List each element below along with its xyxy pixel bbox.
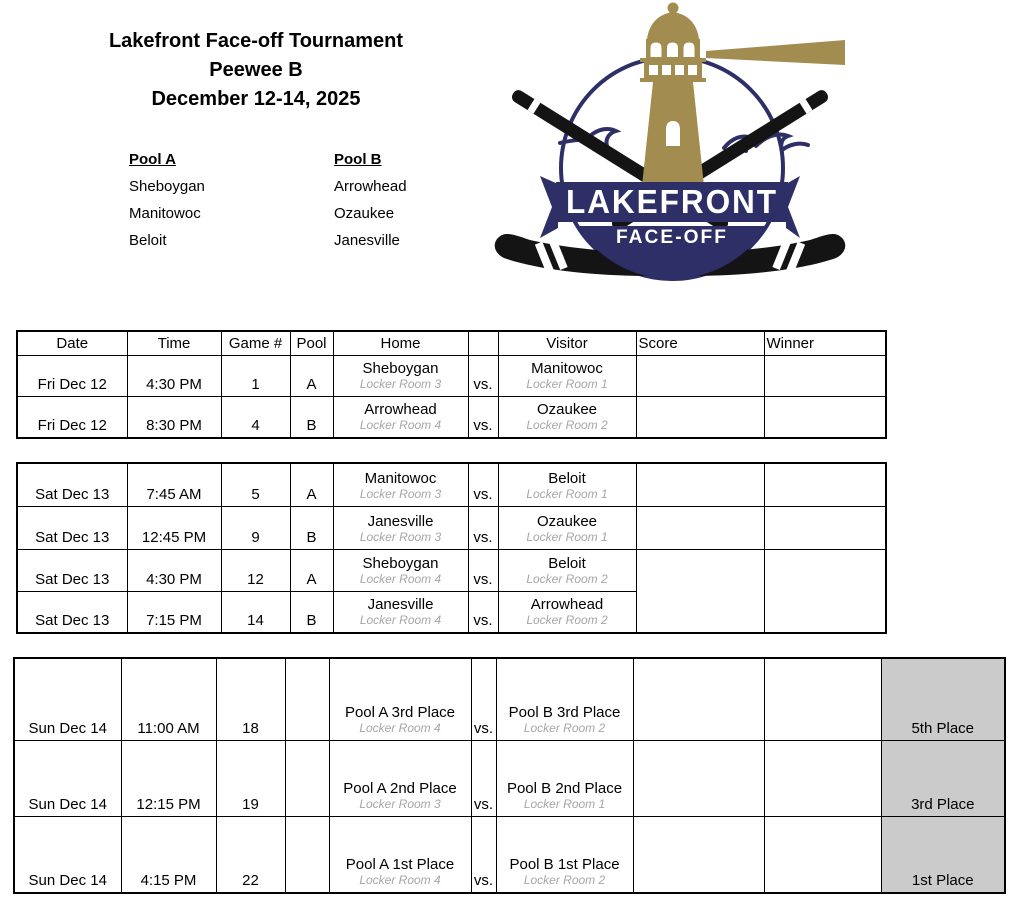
visitor-team: Ozaukee — [536, 401, 598, 418]
tournament-title: Lakefront Face-off Tournament — [108, 30, 404, 52]
vs-cell: vs. — [468, 506, 498, 549]
visitor-cell — [498, 549, 636, 591]
pool-header: Pool — [290, 331, 333, 355]
home-locker-room: Locker Room 3 — [359, 486, 442, 501]
winner-cell — [764, 396, 886, 438]
date-cell: Fri Dec 12 — [17, 355, 127, 396]
vs-header — [468, 331, 498, 355]
home-cell — [333, 506, 468, 549]
date-header: Date — [17, 331, 127, 355]
pool-a-header: Pool A — [129, 151, 176, 168]
vs-cell: vs. — [468, 355, 498, 396]
game-row — [17, 506, 886, 549]
time-cell: 8:30 PM — [127, 396, 221, 438]
home-team: Pool A 3rd Place — [344, 703, 456, 721]
visitor-locker-room: Locker Room 2 — [526, 571, 608, 586]
home-team: Pool A 1st Place — [345, 856, 455, 873]
visitor-locker-room: Locker Room 1 — [526, 529, 608, 544]
game-number-cell: 12 — [221, 549, 290, 591]
score-cell — [636, 396, 764, 438]
placement-cell: 5th Place — [881, 658, 1005, 740]
score-header: Score — [636, 331, 764, 355]
score-cell — [636, 463, 764, 506]
schedule-table-sunday — [13, 657, 1006, 894]
date-cell: Sat Dec 13 — [17, 549, 127, 591]
visitor-team: Beloit — [548, 469, 586, 487]
vs-cell: vs. — [471, 740, 496, 816]
game-number-cell: 9 — [221, 506, 290, 549]
division-title: Peewee B — [209, 59, 303, 81]
winner-cell — [764, 816, 881, 893]
lighthouse-icon — [640, 3, 706, 187]
visitor-locker-room: Locker Room 2 — [526, 418, 608, 432]
winner-cell — [764, 463, 886, 506]
pool-b-header: Pool B — [334, 151, 382, 168]
schedule-table-friday — [16, 330, 887, 439]
visitor-cell — [498, 396, 636, 438]
time-cell: 12:15 PM — [121, 740, 216, 816]
date-cell: Sat Dec 13 — [17, 463, 127, 506]
home-locker-room: Locker Room 4 — [359, 873, 441, 887]
home-locker-room: Locker Room 4 — [359, 613, 442, 627]
winner-cell — [764, 355, 886, 396]
home-team: Sheboygan — [362, 554, 439, 572]
vs-cell: vs. — [468, 463, 498, 506]
home-cell — [329, 816, 471, 893]
pool-b-list — [334, 146, 407, 254]
home-cell — [329, 658, 471, 740]
pool-cell: A — [290, 463, 333, 506]
lighthouse-beam-icon — [706, 40, 845, 65]
pool-cell: A — [290, 355, 333, 396]
visitor-team: Pool B 2nd Place — [506, 779, 623, 797]
game-number-cell: 19 — [216, 740, 285, 816]
score-cell — [636, 549, 764, 633]
time-cell: 11:00 AM — [121, 658, 216, 740]
home-locker-room: Locker Room 4 — [359, 418, 442, 432]
date-cell: Sat Dec 13 — [17, 506, 127, 549]
vs-cell: vs. — [471, 658, 496, 740]
pool-cell: B — [290, 591, 333, 633]
lakefront-faceoff-logo — [490, 0, 850, 290]
game-row — [14, 740, 1005, 816]
date-cell: Sun Dec 14 — [14, 740, 121, 816]
game-row — [17, 463, 886, 506]
game-number-cell: 14 — [221, 591, 290, 633]
logo-banner-text: LAKEFRONT — [566, 183, 778, 220]
winner-cell — [764, 740, 881, 816]
logo-banner-subtext: FACE-OFF — [616, 227, 728, 248]
home-locker-room: Locker Room 4 — [359, 571, 442, 586]
game-row — [14, 658, 1005, 740]
time-cell: 12:45 PM — [127, 506, 221, 549]
pool-cell — [285, 658, 329, 740]
date-cell: Sun Dec 14 — [14, 816, 121, 893]
visitor-team: Manitowoc — [531, 359, 603, 377]
visitor-cell — [498, 591, 636, 633]
home-team: Janesville — [367, 512, 434, 530]
pool-cell: B — [290, 506, 333, 549]
pool-cell — [285, 740, 329, 816]
pool-b-team: Ozaukee — [334, 205, 395, 222]
vs-cell: vs. — [468, 549, 498, 591]
home-cell — [333, 355, 468, 396]
home-team: Sheboygan — [362, 359, 439, 377]
game-row — [17, 396, 886, 438]
pool-cell — [285, 816, 329, 893]
home-cell — [333, 396, 468, 438]
visitor-locker-room: Locker Room 2 — [526, 613, 608, 627]
time-cell: 7:15 PM — [127, 591, 221, 633]
pool-b-team: Arrowhead — [334, 178, 407, 195]
game-number-cell: 18 — [216, 658, 285, 740]
game-number-cell: 1 — [221, 355, 290, 396]
visitor-locker-room: Locker Room 1 — [526, 376, 608, 391]
winner-header: Winner — [764, 331, 886, 355]
date-range: December 12-14, 2025 — [151, 88, 361, 110]
home-team: Manitowoc — [364, 469, 437, 487]
visitor-header: Visitor — [498, 331, 636, 355]
placement-cell: 1st Place — [881, 816, 1005, 893]
time-cell: 4:30 PM — [127, 355, 221, 396]
score-cell — [633, 816, 764, 893]
home-locker-room: Locker Room 3 — [359, 529, 442, 544]
pool-a-team: Sheboygan — [129, 178, 205, 195]
visitor-team: Pool B 1st Place — [509, 856, 620, 873]
game-row — [17, 549, 886, 591]
placement-cell: 3rd Place — [881, 740, 1005, 816]
visitor-locker-room: Locker Room 1 — [523, 796, 606, 811]
vs-cell: vs. — [471, 816, 496, 893]
time-cell: 7:45 AM — [127, 463, 221, 506]
home-cell — [333, 591, 468, 633]
visitor-cell — [498, 506, 636, 549]
visitor-cell — [496, 816, 633, 893]
visitor-locker-room: Locker Room 2 — [523, 720, 606, 735]
score-cell — [636, 355, 764, 396]
pool-a-team: Beloit — [129, 232, 167, 249]
game-row — [17, 355, 886, 396]
score-cell — [636, 506, 764, 549]
home-locker-room: Locker Room 4 — [359, 720, 441, 735]
winner-cell — [764, 658, 881, 740]
visitor-team: Beloit — [548, 554, 586, 572]
visitor-team: Ozaukee — [536, 512, 598, 530]
game-number-cell: 4 — [221, 396, 290, 438]
pool-cell: A — [290, 549, 333, 591]
visitor-cell — [498, 463, 636, 506]
visitor-locker-room: Locker Room 2 — [523, 873, 606, 887]
visitor-team: Pool B 3rd Place — [508, 703, 621, 721]
winner-cell — [764, 549, 886, 633]
vs-cell: vs. — [468, 591, 498, 633]
home-cell — [329, 740, 471, 816]
date-cell: Sat Dec 13 — [17, 591, 127, 633]
pool-a-team: Manitowoc — [129, 205, 201, 222]
visitor-cell — [496, 658, 633, 740]
time-cell: 4:30 PM — [127, 549, 221, 591]
table-header-row — [17, 331, 886, 355]
game-number-header: Game # — [221, 331, 290, 355]
schedule-table-saturday — [16, 462, 887, 634]
score-cell — [633, 740, 764, 816]
home-locker-room: Locker Room 3 — [359, 376, 442, 391]
home-locker-room: Locker Room 3 — [359, 796, 441, 811]
visitor-team: Arrowhead — [530, 596, 604, 613]
game-number-cell: 22 — [216, 816, 285, 893]
home-team: Pool A 2nd Place — [343, 779, 457, 797]
home-cell — [333, 549, 468, 591]
date-cell: Sun Dec 14 — [14, 658, 121, 740]
home-cell — [333, 463, 468, 506]
visitor-locker-room: Locker Room 1 — [526, 486, 608, 501]
game-number-cell: 5 — [221, 463, 290, 506]
time-cell: 4:15 PM — [121, 816, 216, 893]
game-row — [14, 816, 1005, 893]
vs-cell: vs. — [468, 396, 498, 438]
pool-cell: B — [290, 396, 333, 438]
visitor-cell — [498, 355, 636, 396]
time-header: Time — [127, 331, 221, 355]
pool-a-list — [129, 146, 205, 254]
winner-cell — [764, 506, 886, 549]
home-header: Home — [333, 331, 468, 355]
pool-b-team: Janesville — [334, 232, 400, 249]
home-team: Janesville — [367, 596, 434, 613]
date-cell: Fri Dec 12 — [17, 396, 127, 438]
visitor-cell — [496, 740, 633, 816]
score-cell — [633, 658, 764, 740]
title-block — [20, 27, 492, 114]
home-team: Arrowhead — [364, 401, 437, 418]
